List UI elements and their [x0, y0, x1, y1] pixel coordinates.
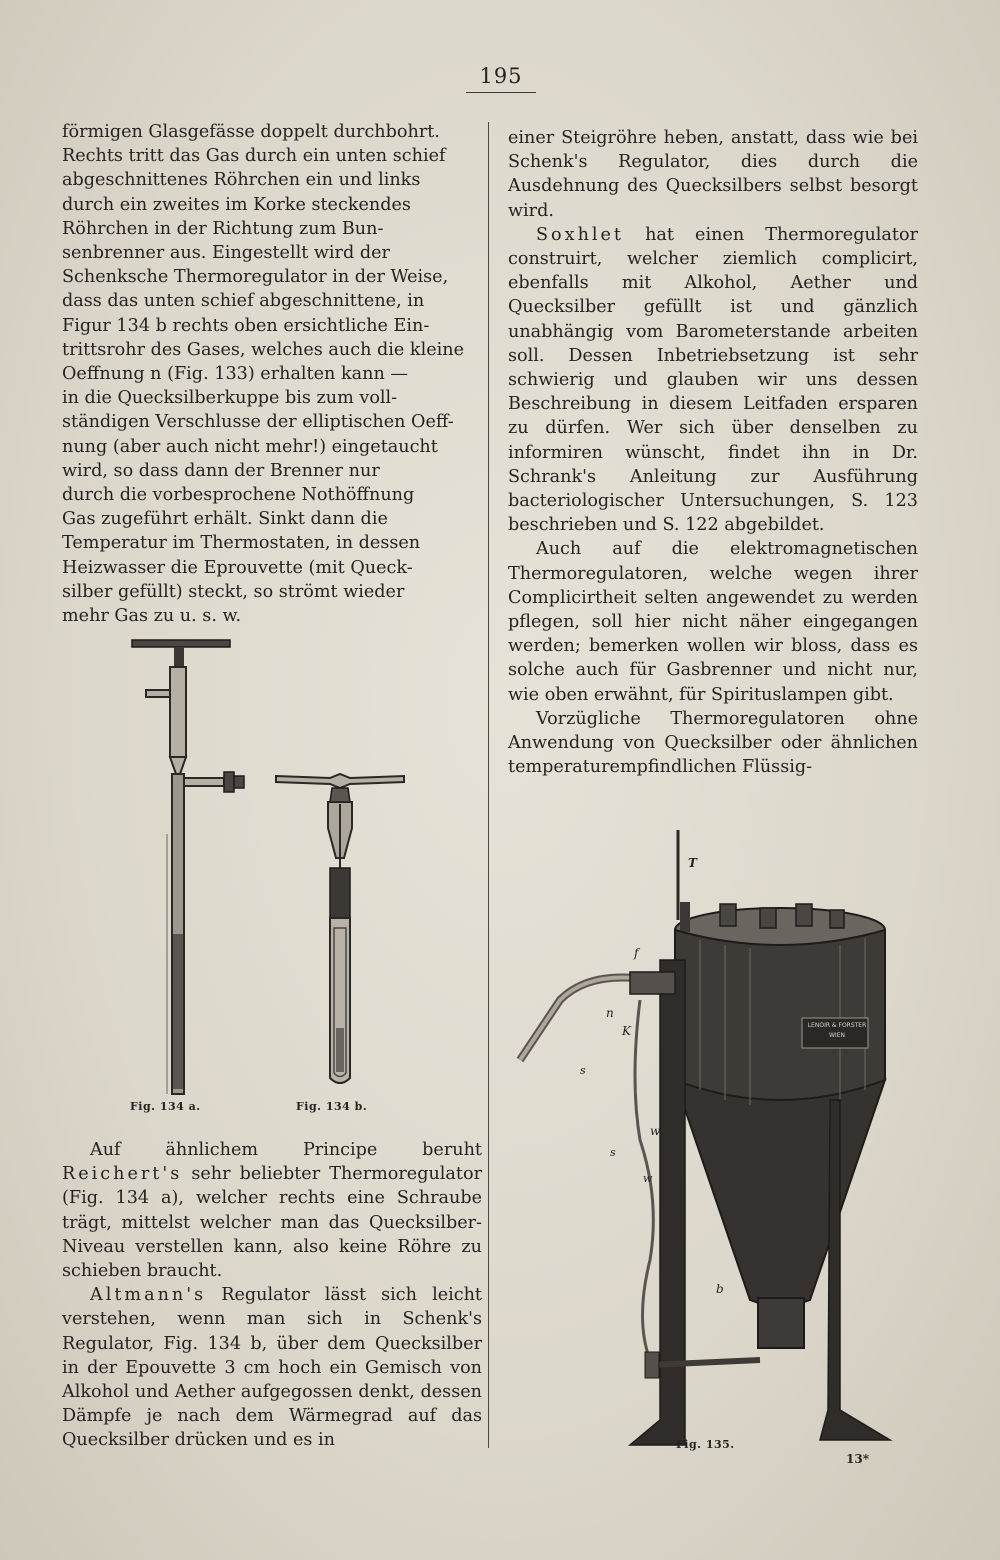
paragraph-soxhlet: [508, 223, 918, 538]
text-line: ständigen Verschlusse der elliptischen Oeff-: [62, 412, 454, 433]
fig135-label-n: n: [606, 1006, 614, 1020]
text-line: Rechts tritt das Gas durch ein unten schief: [62, 146, 446, 167]
text-line: abgeschnittenes Röhrchen ein und links: [62, 170, 421, 191]
text-line: dass das unten schief abgeschnittene, in: [62, 291, 425, 312]
fig135-label-s1: s: [610, 1146, 616, 1159]
left-column-top-text: [62, 120, 482, 628]
fig135-label-T: T: [688, 856, 697, 870]
text-line: senbrenner aus. Eingestellt wird der: [62, 243, 390, 264]
text-line: silber gefüllt) steckt, so strömt wieder: [62, 581, 405, 602]
text-line: Oeffnung n (Fig. 133) erhalten kann —: [62, 364, 408, 385]
fig135-label-f: f: [634, 946, 639, 960]
text-line: wird, so dass dann der Brenner nur: [62, 460, 380, 481]
signature-mark: 13*: [846, 1452, 869, 1466]
right-column-text: [508, 126, 918, 779]
text-line: in die Quecksilberkuppe bis zum voll-: [62, 388, 398, 409]
text-line: durch die vorbesprochene Nothöffnung: [62, 485, 415, 506]
text-line: Gas zugeführt erhält. Sinkt dann die: [62, 509, 388, 530]
text-line: Temperatur im Thermostaten, in dessen: [62, 533, 421, 554]
paragraph-altmann: [62, 1283, 482, 1452]
fig135-label-s: s: [580, 1064, 586, 1077]
column-divider: [488, 122, 489, 1448]
text-line: Heizwasser die Eprouvette (mit Queck-: [62, 557, 413, 578]
paragraph-electromagnetic: Auch auf die elektromagnetischen Thermoregulatoren, welche wegen ihrer Complicirtheit selten angewendet zu werden pflegen, soll hier nicht näher eingegangen werden; bemerken wollen wir bloss, dass es solche auch für Gasbrenner und nicht nur, wie oben erwähnt, für Spirituslampen gibt.: [508, 539, 918, 705]
fig135-label-w1: w: [643, 1172, 653, 1185]
figure-134b-caption: Fig. 134 b.: [296, 1100, 368, 1113]
fig135-label-K: K: [622, 1024, 631, 1038]
figure-134b-illustration: [270, 768, 410, 1088]
figure-135-caption: Fig. 135.: [676, 1438, 735, 1451]
figure-134a-caption: Fig. 134 a.: [130, 1100, 201, 1113]
text-line: Schenksche Thermoregulator in der Weise,: [62, 267, 449, 288]
fig135-label-w: w: [650, 1124, 661, 1138]
name-soxhlet: Soxhlet: [536, 224, 625, 245]
text-line: Figur 134 b rechts oben ersichtliche Ein-: [62, 315, 430, 336]
figure-135-illustration: [510, 820, 910, 1460]
paragraph-continuation: einer Steigröhre heben, anstatt, dass wie bei Schenk's Regulator, dies durch die Ausdehnung des Quecksilbers selbst besorgt wird.: [508, 128, 918, 221]
text-line: Röhrchen in der Richtung zum Bun-: [62, 218, 384, 239]
fig135-maker-plate-line1: LENOIR & FORSTER: [807, 1022, 867, 1029]
text-run: sehr beliebter Thermoregulator (Fig. 134 a), welcher rechts eine Schraube trägt, mittelst welcher man das Quecksilber-Niveau verstellen kann, also keine Röhre zu schieben braucht.: [62, 1164, 482, 1282]
paragraph-last: Vorzügliche Thermoregulatoren ohne Anwendung von Quecksilber oder ähnlichen temperaturempfindlichen Flüssig-: [508, 708, 918, 778]
text-line: nung (aber auch nicht mehr!) eingetaucht: [62, 436, 438, 457]
page-number: 195: [479, 64, 523, 88]
page-number-rule: [466, 92, 536, 93]
fig135-maker-plate-line2: WIEN: [829, 1032, 845, 1039]
text-run: Regulator lässt sich leicht verstehen, wenn man sich in Schenk's Regulator, Fig. 134 b, über dem Quecksilber in der Epouvette 3 cm hoch ein Gemisch von Alkohol und Aether aufgegossen denkt, dessen Dämpfe je nach dem Wärmegrad auf das Quecksilber drücken und es in: [62, 1285, 482, 1451]
text-line: durch ein zweites im Korke steckendes: [62, 194, 411, 215]
left-column-bottom-text: [62, 1138, 482, 1453]
text-line: trittsrohr des Gases, welches auch die kleine: [62, 339, 464, 360]
text-run: Auf ähnlichem Principe beruht: [90, 1140, 482, 1160]
fig135-label-b: b: [716, 1282, 724, 1296]
text-run: hat einen Thermoregulator construirt, welcher ziemlich complicirt, ebenfalls mit Alkohol, Aether und Quecksilber gefüllt ist und gänzlich unabhängig vom Barometerstande arbeiten soll. Dessen Inbetriebsetzung ist sehr schwierig und glauben wir uns dessen Beschreibung in diesem Leitfaden ersparen zu dürfen. Wer sich über denselben zu informiren wünscht, findet ihn in Dr. Schrank's Anleitung zur Ausführung bacteriologischer Untersuchungen, S. 123 beschrieben und S. 122 abgebildet.: [508, 224, 918, 536]
name-altmann: Altmann's: [90, 1285, 207, 1306]
paragraph-reichert: [62, 1138, 482, 1283]
figure-134a-illustration: [110, 634, 250, 1094]
text-line: mehr Gas zu u. s. w.: [62, 606, 242, 627]
name-reichert: Reichert's: [62, 1164, 183, 1185]
text-line: förmigen Glasgefässe doppelt durchbohrt.: [62, 122, 440, 142]
